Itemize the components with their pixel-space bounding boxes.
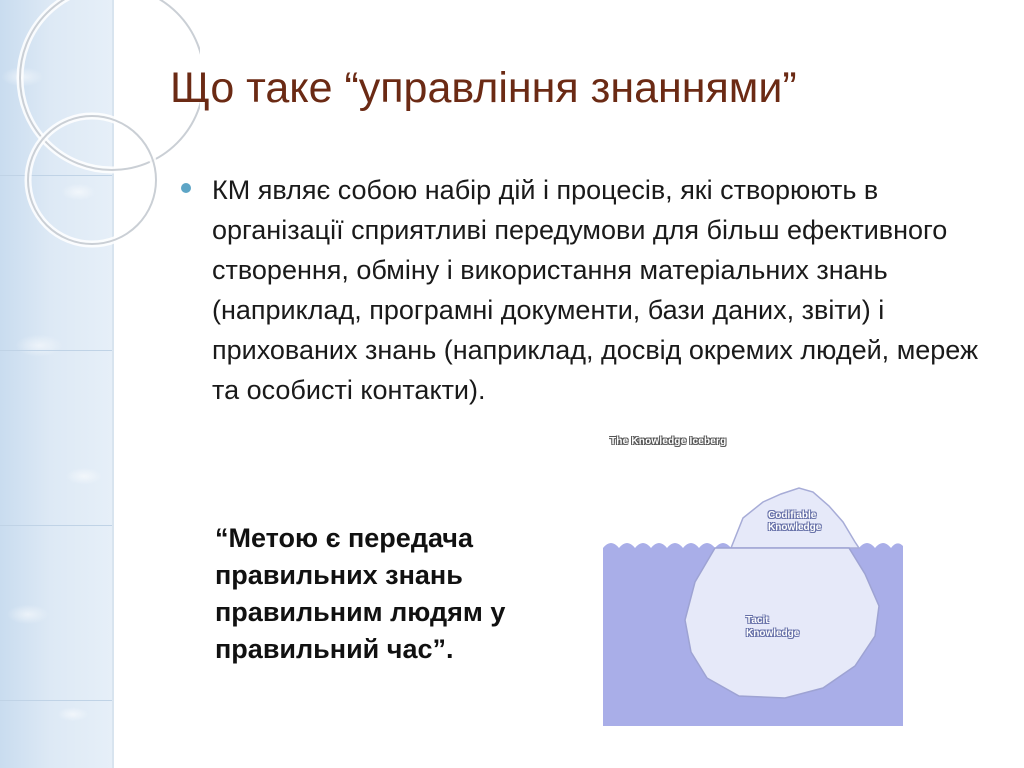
strip-divider: [0, 700, 112, 701]
strip-divider: [0, 525, 112, 526]
tacit-label-line1: Tacit: [746, 615, 769, 626]
iceberg-title: The Knowledge Iceberg: [610, 436, 727, 447]
bullet-text: КМ являє собою набір дій і процесів, які створюють в організації сприятливі передумови для більш ефективного створення, обміну і використання матеріальних знань (наприклад, програмні документи, бази даних, звіти) і прихованих знань (наприклад, досвід окремих людей, мереж та особисті контакти).: [212, 175, 979, 405]
decorative-rings: [0, 0, 200, 260]
quote-text: “Метою є передача правильних знань правильним людям у правильний час”.: [215, 523, 506, 664]
bullet-icon: [181, 183, 191, 193]
strip-divider: [0, 350, 112, 351]
codifiable-label-line1: Codifiable: [768, 510, 817, 521]
codifiable-label-line2: Knowledge: [768, 522, 822, 533]
tacit-label-line2: Knowledge: [746, 628, 800, 639]
slide-title: Що таке “управління знаннями”: [170, 64, 797, 112]
iceberg-diagram: [603, 430, 903, 728]
